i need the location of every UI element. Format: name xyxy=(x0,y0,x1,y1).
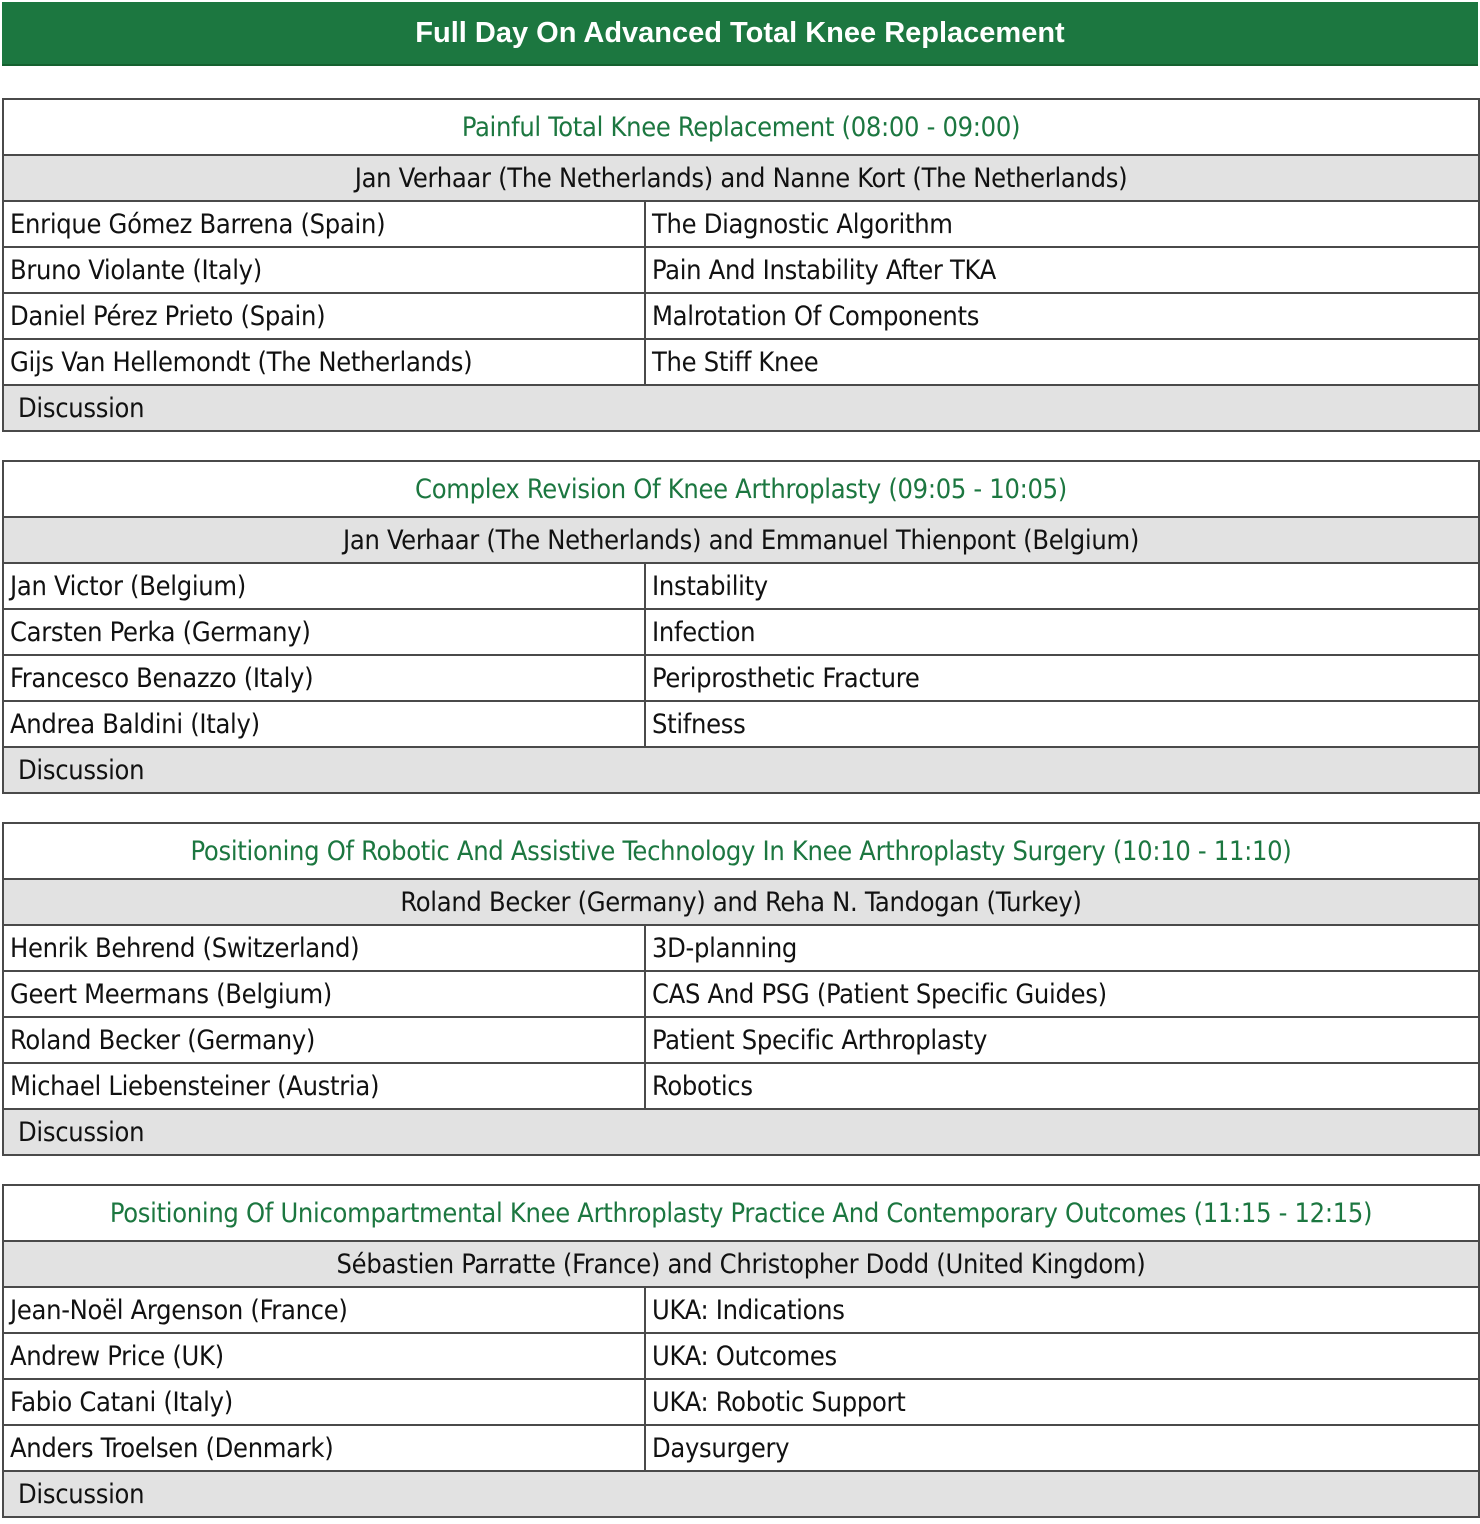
topic-cell: UKA: Indications xyxy=(645,1287,1479,1333)
speaker-cell: Carsten Perka (Germany) xyxy=(3,609,645,655)
speaker-cell: Enrique Gómez Barrena (Spain) xyxy=(3,201,645,247)
topic-cell: Malrotation Of Components xyxy=(645,293,1479,339)
session-title: Positioning Of Robotic And Assistive Technology In Knee Arthroplasty Surgery (10:10 - 11:10) xyxy=(3,823,1479,879)
table-row xyxy=(3,1425,1479,1471)
topic-cell: UKA: Outcomes xyxy=(645,1333,1479,1379)
topic-cell: Daysurgery xyxy=(645,1425,1479,1471)
speaker-cell: Henrik Behrend (Switzerland) xyxy=(3,925,645,971)
discussion-row: Discussion xyxy=(3,747,1479,793)
session-table xyxy=(2,822,1480,1156)
speaker-cell: Daniel Pérez Prieto (Spain) xyxy=(3,293,645,339)
table-row xyxy=(3,293,1479,339)
session-chairs: Roland Becker (Germany) and Reha N. Tandogan (Turkey) xyxy=(3,879,1479,925)
topic-cell: Infection xyxy=(645,609,1479,655)
table-row xyxy=(3,339,1479,385)
speaker-cell: Andrew Price (UK) xyxy=(3,1333,645,1379)
session-title: Painful Total Knee Replacement (08:00 - 09:00) xyxy=(3,99,1479,155)
topic-cell: Robotics xyxy=(645,1063,1479,1109)
table-row xyxy=(3,247,1479,293)
topic-cell: Periprosthetic Fracture xyxy=(645,655,1479,701)
speaker-cell: Fabio Catani (Italy) xyxy=(3,1379,645,1425)
session-chairs: Sébastien Parratte (France) and Christopher Dodd (United Kingdom) xyxy=(3,1241,1479,1287)
table-row xyxy=(3,701,1479,747)
session-chairs: Jan Verhaar (The Netherlands) and Nanne Kort (The Netherlands) xyxy=(3,155,1479,201)
session-table xyxy=(2,1184,1480,1518)
topic-cell: Patient Specific Arthroplasty xyxy=(645,1017,1479,1063)
topic-cell: The Diagnostic Algorithm xyxy=(645,201,1479,247)
topic-cell: Stifness xyxy=(645,701,1479,747)
session-title: Complex Revision Of Knee Arthroplasty (09:05 - 10:05) xyxy=(3,461,1479,517)
topic-cell: The Stiff Knee xyxy=(645,339,1479,385)
table-row xyxy=(3,201,1479,247)
table-row xyxy=(3,1017,1479,1063)
speaker-cell: Gijs Van Hellemondt (The Netherlands) xyxy=(3,339,645,385)
speaker-cell: Michael Liebensteiner (Austria) xyxy=(3,1063,645,1109)
session-chairs: Jan Verhaar (The Netherlands) and Emmanuel Thienpont (Belgium) xyxy=(3,517,1479,563)
speaker-cell: Andrea Baldini (Italy) xyxy=(3,701,645,747)
table-row xyxy=(3,1287,1479,1333)
table-row xyxy=(3,1063,1479,1109)
topic-cell: 3D-planning xyxy=(645,925,1479,971)
topic-cell: Pain And Instability After TKA xyxy=(645,247,1479,293)
table-row xyxy=(3,655,1479,701)
discussion-row: Discussion xyxy=(3,1109,1479,1155)
table-row xyxy=(3,971,1479,1017)
speaker-cell: Geert Meermans (Belgium) xyxy=(3,971,645,1017)
table-row xyxy=(3,563,1479,609)
speaker-cell: Roland Becker (Germany) xyxy=(3,1017,645,1063)
table-row xyxy=(3,925,1479,971)
speaker-cell: Francesco Benazzo (Italy) xyxy=(3,655,645,701)
discussion-row: Discussion xyxy=(3,385,1479,431)
table-row xyxy=(3,1379,1479,1425)
session-table xyxy=(2,460,1480,794)
table-row xyxy=(3,1333,1479,1379)
page-title: Full Day On Advanced Total Knee Replacement xyxy=(2,2,1478,66)
speaker-cell: Anders Troelsen (Denmark) xyxy=(3,1425,645,1471)
discussion-row: Discussion xyxy=(3,1471,1479,1517)
topic-cell: UKA: Robotic Support xyxy=(645,1379,1479,1425)
speaker-cell: Jan Victor (Belgium) xyxy=(3,563,645,609)
speaker-cell: Bruno Violante (Italy) xyxy=(3,247,645,293)
speaker-cell: Jean-Noël Argenson (France) xyxy=(3,1287,645,1333)
session-title: Positioning Of Unicompartmental Knee Arthroplasty Practice And Contemporary Outcomes (11:15 - 12:15) xyxy=(3,1185,1479,1241)
topic-cell: CAS And PSG (Patient Specific Guides) xyxy=(645,971,1479,1017)
topic-cell: Instability xyxy=(645,563,1479,609)
table-row xyxy=(3,609,1479,655)
session-table xyxy=(2,98,1480,432)
